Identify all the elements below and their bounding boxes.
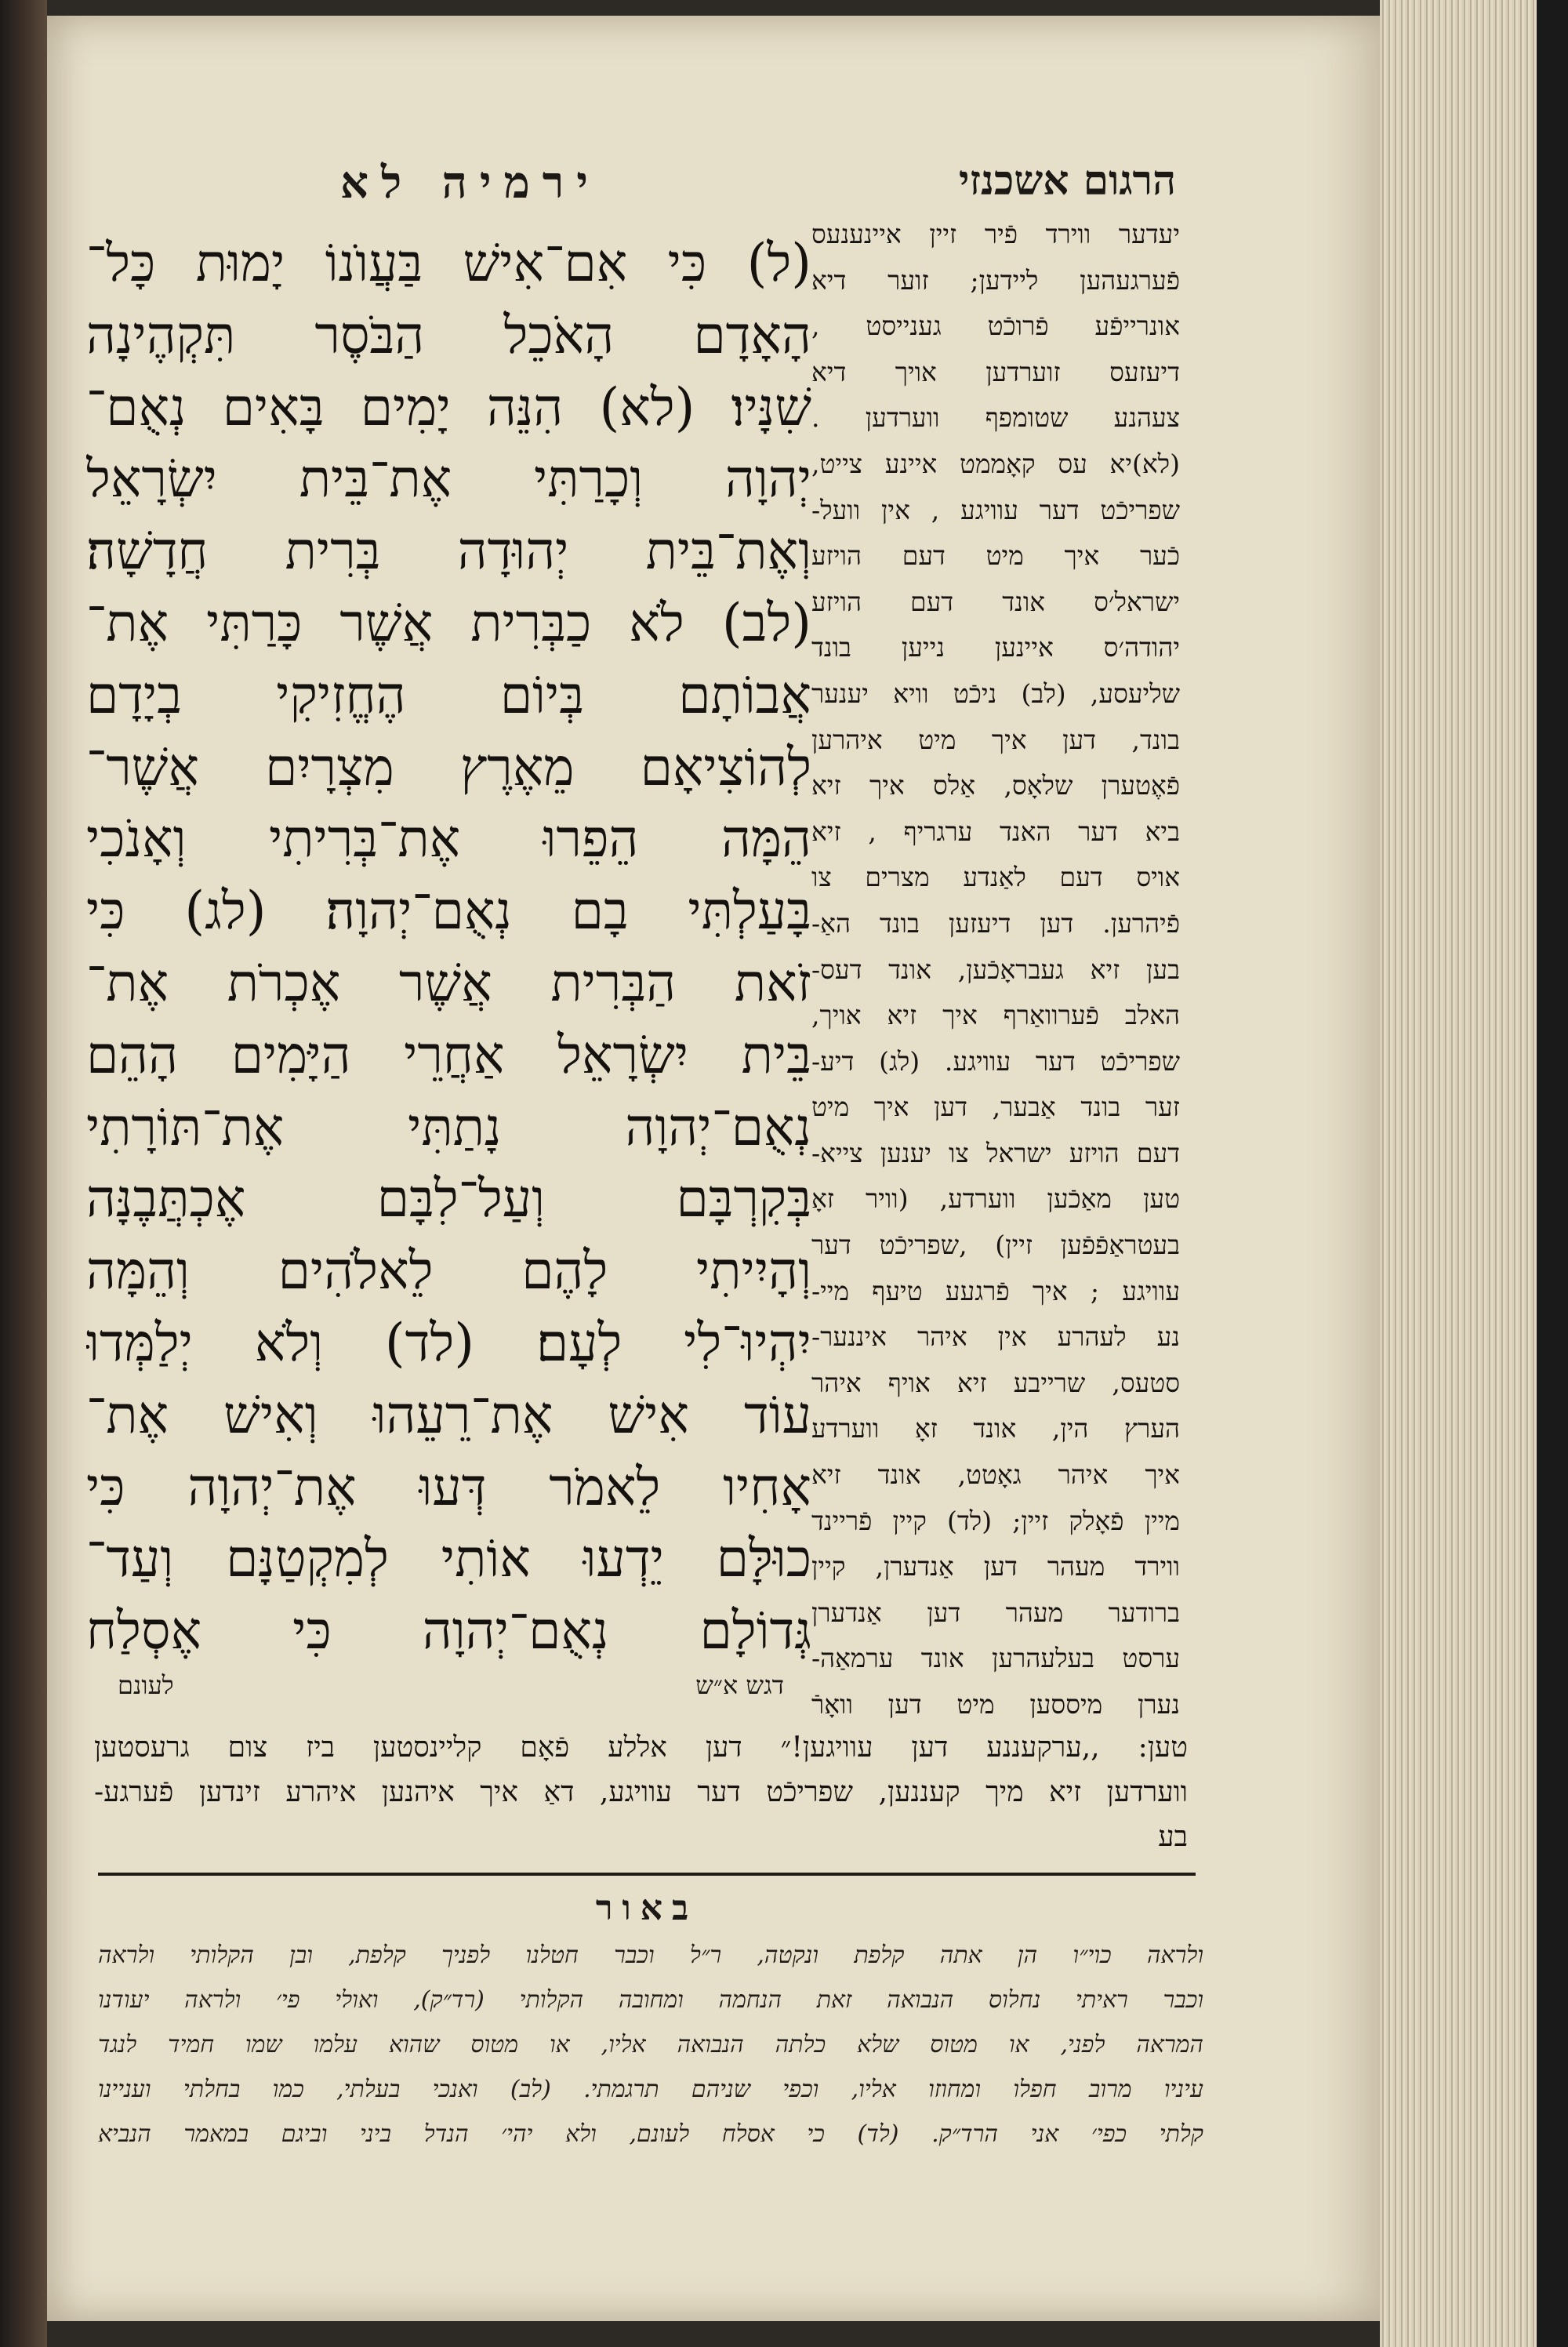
page-edges <box>1380 0 1568 2347</box>
main-text-line: (לב) לֹא כַבְּרִית אֲשֶׁר כָּרַתִּי אֶת־ <box>86 592 811 653</box>
biur-line: המראה לפני, או מטוס שלא כלתה הנבואה אליו, או מטוס שהוא עלמו שמו חמיד לנגד <box>98 2031 1203 2058</box>
targum-line: שפריכֿט דער עוויגע. (לג) דיע- <box>811 1045 1180 1077</box>
targum-line: פֿערגעהען ליידען; זוער דיא <box>811 264 1180 296</box>
biur-commentary <box>98 1933 1203 2156</box>
biur-heading: באור <box>595 1888 699 1928</box>
main-text-line: לְהוֹצִיאָם מֵאֶרֶץ מִצְרָיִם אֲשֶׁר־ <box>86 736 811 797</box>
targum-line: דיעזעס זוערדען אויך דיא <box>811 356 1180 387</box>
targum-line: ישראל׳ס אונד דעם הויזע <box>811 586 1180 617</box>
targum-line: ערסט בעלעהרען אונד ערמאַה- <box>811 1643 1180 1674</box>
main-text-line: כוּלָּם יֵדְעוּ אוֹתִי לְמִקְטַנָּם וְעַד־ <box>86 1528 811 1589</box>
targum-line: מיין פֿאָלק זיין; (לד) קיין פֿריינד <box>811 1505 1180 1536</box>
biur-line: עיניו מרוב חפלו ומחוזו אליו, וכפי שניהם תרגמתי. (לב) ואנכי בעלתי, כמו בחלתי ועניינו <box>98 2076 1203 2103</box>
targum-line: שליעסע, (לב) ניכֿט וויא יענער <box>811 678 1180 709</box>
main-text-line: אֲבוֹתָם בְּיוֹם הֶחֱזִיקִי בְיָדָם <box>86 664 811 725</box>
main-text-line: שִׁנָּיו׃ (לא) הִנֵּה יָמִים בָּאִים נְאֻם־ <box>86 376 811 438</box>
targum-line: שפריכֿט דער עוויגע , אין וועל- <box>811 494 1180 525</box>
targum-line: עוויגע ; איך פֿרגעע טיעף מיי- <box>811 1275 1180 1306</box>
main-text-line: נְאֻם־יְהוָה נָתַתִּי אֶת־תּוֹרָתִי <box>86 1096 811 1157</box>
targum-line: בונד, דען איך מיט איהרען <box>811 724 1180 755</box>
book-binding-left <box>0 0 47 2347</box>
main-text-line: עוֹד אִישׁ אֶת־רֵעֵהוּ וְאִישׁ אֶת־ <box>86 1384 811 1445</box>
targum-line: יהודה׳ס איינען נייען בונד <box>811 632 1180 663</box>
targum-line: סטעס, שרייבע זיא אויף איהר <box>811 1367 1180 1398</box>
targum-column <box>811 212 1180 1728</box>
main-text-line: בָּעַלְתִּי בָם נְאֻם־יְהוָה׃ (לג) כִּי <box>86 881 811 942</box>
targum-continuation <box>94 1725 1188 1859</box>
targum-line: האלב פֿערוואַרף איך זיא אויך, <box>811 1000 1180 1031</box>
targum-wide-line: טען: ,,ערקעננע דען עוויגען!״ דען אללע פֿאָם קליינסטען ביז צום גרעסטען <box>94 1731 1188 1764</box>
main-text-line: זֹאת הַבְּרִית אֲשֶׁר אֶכְרֹת אֶת־ <box>86 952 811 1013</box>
main-text-line: הֵמָּה הֵפֵרוּ אֶת־בְּרִיתִי וְאָנֹכִי <box>86 808 811 870</box>
main-text-line: וְהָיִיתִי לָהֶם לֵאלֹהִים וְהֵמָּה <box>86 1241 811 1302</box>
targum-line: טען מאַכֿען ווערדע, (וויר זאָ <box>811 1183 1180 1215</box>
main-text-line: אָחִיו לֵאמֹר דְּעוּ אֶת־יְהוָה כִּי <box>86 1456 811 1517</box>
targum-line: אויס דעם לאַנדע מצרים צו <box>811 862 1180 893</box>
biur-line: ולראה כוי״ו הן אתה קלפת ונקטה, ר״ל וכבר חטלנו לפניך קלפת, ובן הקלותי ולראה <box>98 1942 1203 1969</box>
targum-wide-line: ווערדען זיא מיך קעננען, שפריכֿט דער עוויגע, דאַ איך איהנען איהרע זינדען פֿערגע- <box>94 1776 1188 1808</box>
main-text-line: הָאָדָם הָאֹכֵל הַבֹּסֶר תִּקְהֶינָה <box>86 304 811 365</box>
main-text-line: יִהְיוּ־לִי לְעָם׃ (לד) וְלֹא יְלַמְּדוּ <box>86 1312 811 1373</box>
main-text-line: בֵּית יִשְׂרָאֵל אַחֲרֵי הַיָּמִים הָהֵם <box>86 1024 811 1085</box>
main-text-line: גְּדוֹלָם נְאֻם־יְהוָה כִּי אֶסְלַח <box>86 1600 811 1662</box>
targum-line: ביא דער האנד ערגריף , זיא <box>811 816 1180 847</box>
biur-line: קלתי כפי׳ אני הרד״ק. (לד) כי אסלח לעונם, ולא יהי׳ הנדל ביני וביגם במאמר הנביא <box>98 2120 1203 2148</box>
targum-line: נערן מיססען מיט דען וואָרֿ <box>811 1689 1180 1720</box>
biur-line: וכבר ראיתי נחלוס הנבואה זאת הנחמה ומחובה הקלותי (רד״ק), ואולי פי׳ ולראה יעודנו <box>98 1986 1203 2014</box>
targum-line: נע לעהרע אין איהר איננער- <box>811 1321 1180 1353</box>
targum-line: (לא)יא עס קאָממט איינע צייט, <box>811 448 1180 479</box>
targum-line: יעדער ווירד פֿיר זיין איינענעס <box>811 219 1180 249</box>
targum-line: דעם הויזע ישראל צו יענען צייא- <box>811 1137 1180 1168</box>
targum-line: ברודער מעהר דען אַנדערן <box>811 1597 1180 1628</box>
page-header-title: ירמיה לא <box>340 157 601 209</box>
targum-wide-line: בע <box>1158 1821 1188 1853</box>
targum-line: פֿאֶטערן שלאָס, אַלס איך זיא <box>811 770 1180 801</box>
targum-header-title: הרגום אשכנזי <box>958 157 1176 205</box>
main-text-line: יְהוָה וְכָרַתִּי אֶת־בֵּית יִשְׂרָאֵל <box>86 449 811 510</box>
targum-line: ווירד מעהר דען אַנדערן, קיין <box>811 1551 1180 1582</box>
targum-line: זער בונד אַבער, דען איך מיט <box>811 1092 1180 1123</box>
section-divider <box>98 1873 1196 1876</box>
targum-line: בען זיא געבראָכֿען, אונד דעס- <box>811 954 1180 985</box>
printer-signature: דגש א״ש <box>695 1670 784 1700</box>
main-text-footer <box>118 1670 784 1717</box>
targum-line: איך איהר גאָטט, אונד זיא <box>811 1459 1180 1491</box>
targum-line: צעהנע שטומפף ווערדען . <box>811 402 1180 434</box>
targum-line: בעטראַפֿפֿען זיין) ,שפריכֿט דער <box>811 1230 1180 1261</box>
targum-line: כֿער איך מיט דעם הויזע <box>811 540 1180 572</box>
main-text-line: (ל) כִּי אִם־אִישׁ בַּעֲוֺנוֹ יָמוּת כָּל־ <box>86 233 811 293</box>
main-text-line: וְאֶת־בֵּית יְהוּדָה בְּרִית חֲדָשָׁה׃ <box>86 521 811 582</box>
catchword: לעונם <box>118 1670 174 1700</box>
targum-line: פֿיהרען. דען דיעזען בונד האַ- <box>811 907 1180 939</box>
main-scripture-text <box>86 227 811 1667</box>
targum-line: אונרייפֿע פֿרוכֿט גענייסט , <box>811 311 1180 342</box>
targum-line: הערץ הין, אונד זאָ ווערדע <box>811 1413 1180 1444</box>
main-text-line: בְּקִרְבָּם וְעַל־לִבָּם אֶכְתֲּבֶנָּה <box>86 1168 811 1230</box>
